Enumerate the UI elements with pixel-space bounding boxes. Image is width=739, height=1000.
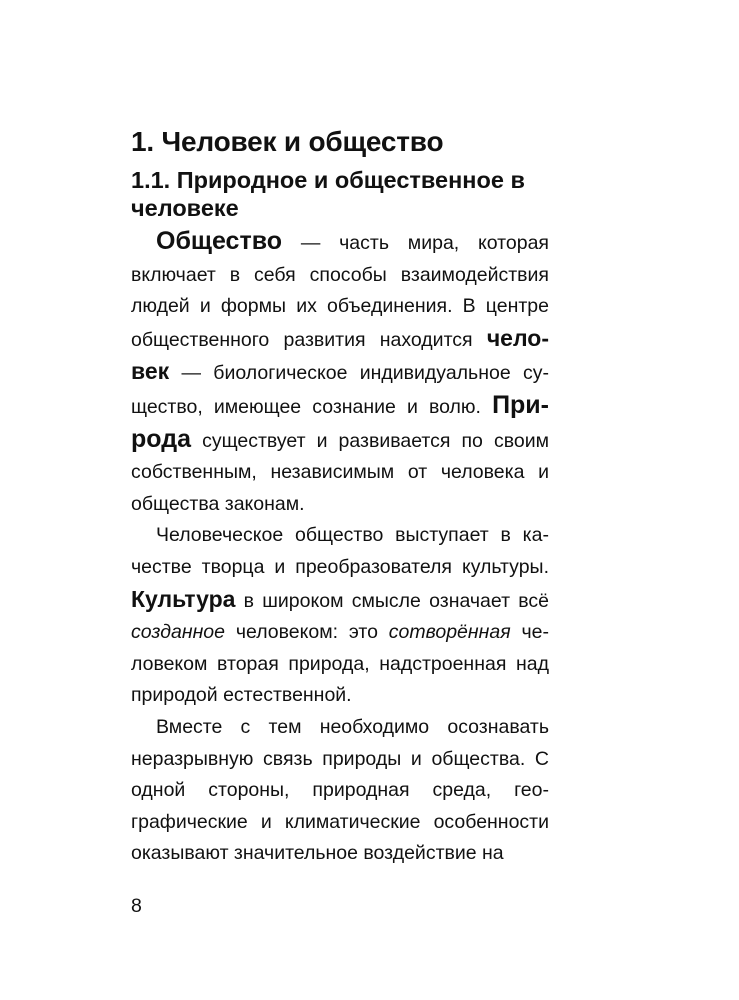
italic-created: созданное (131, 621, 225, 644)
paragraph-2 (131, 520, 549, 712)
italic-made: сотворённая (388, 621, 511, 644)
term-human: человек (131, 324, 549, 385)
page-content (131, 122, 549, 870)
paragraph-text: человеком: это (225, 621, 389, 644)
paragraph-text: — биологическое индивидуальное существо, имеющее сознание и волю. (131, 362, 549, 418)
paragraph-1 (131, 226, 549, 520)
paragraph-text: существует и развивается по своим собственным, независимым от человека и общества законам. (131, 429, 549, 515)
page-number: 8 (131, 895, 142, 917)
term-culture: Культура (131, 585, 236, 612)
paragraph-text: человеком вторая природа, надстроенная над природой естественной. (131, 621, 549, 707)
paragraph-text: в широком смысле означает всё (235, 589, 549, 612)
paragraph-text: Вместе с тем необходимо осознавать неразрывную связь природы и общества. С одной стороны, природная среда, географические и климатические особенности оказывают значительное воздействие на (131, 715, 549, 865)
term-society: Общество (156, 227, 283, 255)
paragraph-3 (131, 712, 549, 870)
section-title: 1.1. Природное и общественное в человеке (131, 167, 525, 221)
chapter-title: 1. Человек и общество (131, 126, 444, 157)
term-nature: Природа (131, 390, 549, 453)
paragraph-text: Человеческое общество выступает в качестве творца и преобразователя культуры. (131, 524, 549, 578)
paragraph-text: — часть мира, которая включает в себя способы взаимодействия людей и формы их объединения. В центре общественного развития находится (131, 232, 549, 351)
